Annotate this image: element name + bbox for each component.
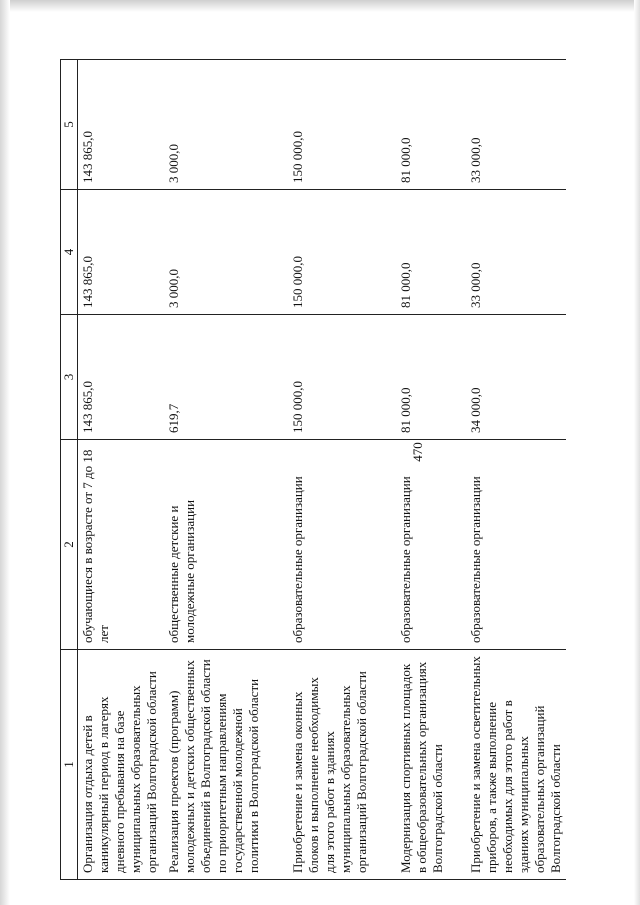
recipients-cell: обучающиеся в возрасте от 7 до 18 лет (78, 440, 164, 650)
value-cell-5: 150 000,0 (288, 60, 396, 190)
value-cell-5: 33 000,0 (466, 60, 566, 190)
activity-cell: Приобретение и замена оконных блоков и выполнение необходимых для этого работ в зданиях муниципальных образовательных организаций Волгоградской области (288, 650, 396, 880)
budget-table (60, 59, 566, 880)
scan-edge-right (634, 0, 640, 905)
recipients-cell: образовательные организации (396, 440, 466, 650)
value-cell-4: 81 000,0 (396, 190, 466, 315)
scan-edge-top (0, 0, 640, 12)
page-number: 470 (410, 442, 425, 462)
value-cell-3: 81 000,0 (396, 315, 466, 440)
table-row (396, 60, 466, 880)
table-row (78, 60, 164, 880)
activity-cell: Организация отдыха детей в каникулярный период в лагерях дневного пребывания на базе муниципальных образовательных организаций Волгоградской области (78, 650, 164, 880)
value-cell-4: 33 000,0 (466, 190, 566, 315)
recipients-cell: образовательные организации (288, 440, 396, 650)
activity-cell: Приобретение и замена осветительных приборов, а также выполнение необходимых для этого работ в зданиях муниципальных образовательных организаций Волгоградской области (466, 650, 566, 880)
recipients-cell: общественные детские и молодежные организации (164, 440, 288, 650)
value-cell-5: 81 000,0 (396, 60, 466, 190)
value-cell-4: 150 000,0 (288, 190, 396, 315)
header-col-4: 4 (61, 190, 78, 315)
rotated-table-container (60, 60, 563, 880)
header-col-1: 1 (61, 650, 78, 880)
value-cell-3: 34 000,0 (466, 315, 566, 440)
value-cell-4: 3 000,0 (164, 190, 288, 315)
header-col-3: 3 (61, 315, 78, 440)
header-col-2: 2 (61, 440, 78, 650)
value-cell-5: 3 000,0 (164, 60, 288, 190)
header-col-5: 5 (61, 60, 78, 190)
value-cell-3: 143 865,0 (78, 315, 164, 440)
value-cell-4: 143 865,0 (78, 190, 164, 315)
value-cell-5: 143 865,0 (78, 60, 164, 190)
table-header-row (61, 60, 78, 880)
activity-cell: Реализация проектов (программ) молодежных и детских общественных объединений в Волгоградской области по приоритетным направлениям государственной молодежной политики в Волгоградской области (164, 650, 288, 880)
value-cell-3: 150 000,0 (288, 315, 396, 440)
recipients-cell: образовательные организации (466, 440, 566, 650)
table-row (164, 60, 288, 880)
value-cell-3: 619,7 (164, 315, 288, 440)
table-row (288, 60, 396, 880)
activity-cell: Модернизация спортивных площадок в общеобразовательных организациях Волгоградской области (396, 650, 466, 880)
table-row (466, 60, 566, 880)
scan-edge-left (0, 0, 10, 905)
